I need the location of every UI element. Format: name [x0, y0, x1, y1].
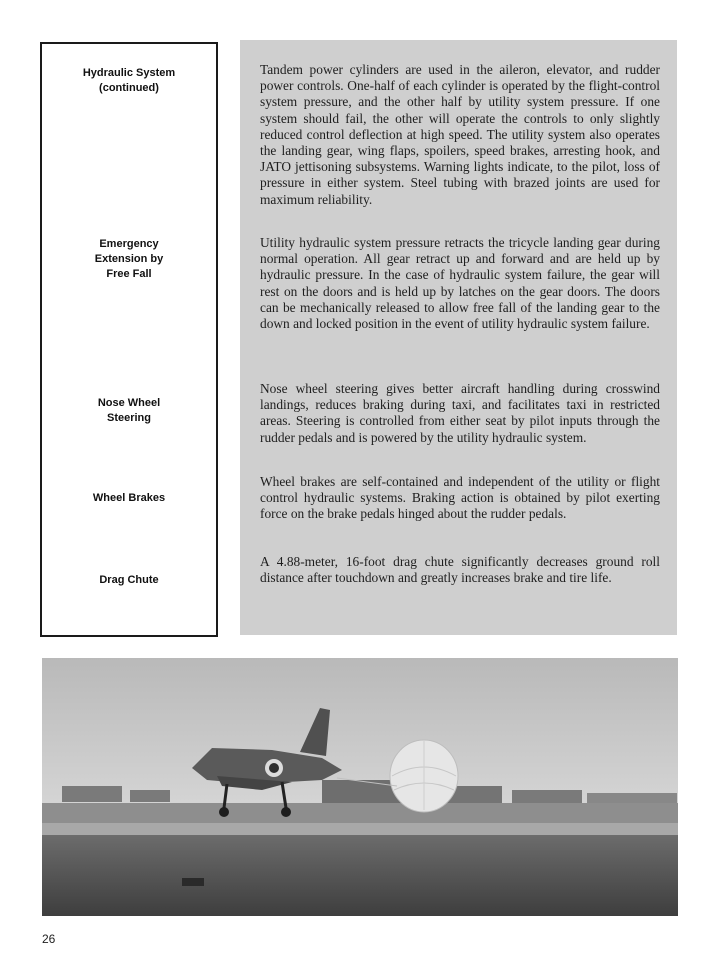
aircraft-photo [42, 658, 678, 916]
sidebar-frame [40, 42, 218, 637]
paragraph-nose-wheel-steering: Nose wheel steering gives better aircraft handling during crosswind landings, reduces braking during taxi, and facilitates taxi in restricted areas. Steering is controlled from either seat by pilot inputs through the rudder pedals and is powered by the utility hydraulic system. [260, 381, 660, 445]
content-panel [240, 40, 677, 635]
paragraph-hydraulic-system: Tandem power cylinders are used in the aileron, elevator, and rudder power controls. One-half of each cylinder is operated by the flight-control system pressure, and the other half by utility system pressure. If one system should fail, the other will operate the controls to only slightly reduced control deflection at high speed. The utility system also operates the landing gear, wing flaps, spoilers, speed brakes, arresting hook, and JATO jettisoning subsystems. Warning lights indicate, to the pilot, loss of pressure in either system. Steel tubing with brazed joints are used for maximum reliability. [260, 62, 660, 207]
sidebar-label-hydraulic-system: Hydraulic System (continued) [82, 67, 176, 94]
sidebar-label-drag-chute: Drag Chute [99, 574, 159, 586]
sidebar-label-nose-wheel-steering: Nose Wheel Steering [97, 397, 161, 424]
paragraph-drag-chute: A 4.88-meter, 16-foot drag chute significantly decreases ground roll distance after touchdown and greatly increases brake and tire life. [260, 554, 660, 586]
sidebar-label-emergency-extension: Emergency Extension by Free Fall [94, 238, 164, 280]
paragraph-wheel-brakes: Wheel brakes are self-contained and independent of the utility or flight control hydraulic systems. Braking action is obtained by pilot exerting force on the brake pedals hinged about the rudder pedals. [260, 474, 660, 522]
page-number: 26 [42, 932, 56, 946]
sidebar-label-wheel-brakes: Wheel Brakes [92, 492, 166, 504]
paragraph-emergency-extension: Utility hydraulic system pressure retracts the tricycle landing gear during normal operation. All gear retract up and forward and are held up by hydraulic pressure. In the case of hydraulic system failure, the gear will rest on the doors and is held up by latches on the gear doors. The doors can be mechanically released to allow free fall of the landing gear to the down and locked position in the event of utility hydraulic system failure. [260, 235, 660, 332]
aircraft-landing-illustration [42, 658, 678, 916]
